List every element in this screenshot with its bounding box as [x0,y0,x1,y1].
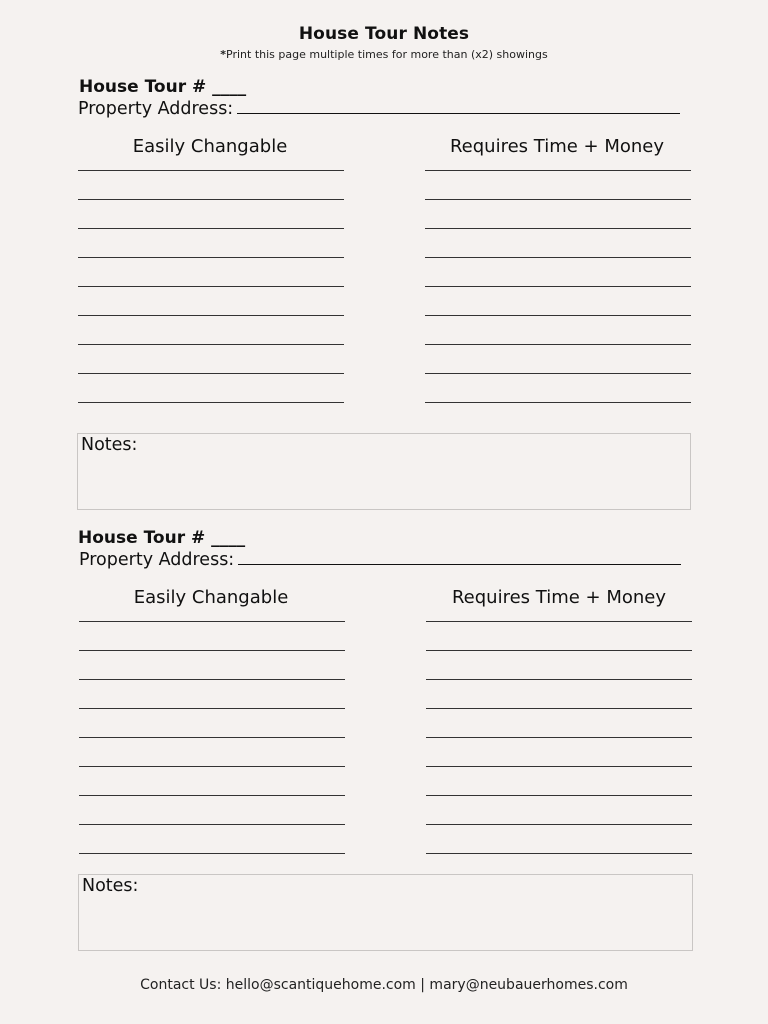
requires-time-money-heading: Requires Time + Money [449,136,665,157]
write-line[interactable] [78,199,344,200]
notes-label: Notes: [81,435,138,455]
write-line[interactable] [78,315,344,316]
write-line[interactable] [425,199,691,200]
easily-changable-lines [78,170,344,431]
subtitle-text: Print this page multiple times for more than (x2) showings [226,48,548,61]
write-line[interactable] [79,766,345,767]
property-address-blank[interactable] [237,98,680,114]
write-line[interactable] [426,650,692,651]
write-line[interactable] [426,766,692,767]
property-address-line [79,549,681,570]
write-line[interactable] [425,402,691,403]
contact-footer: Contact Us: hello@scantiquehome.com | mary@neubauerhomes.com [140,977,628,993]
easily-changable-heading: Easily Changable [132,136,288,157]
write-line[interactable] [79,737,345,738]
write-line[interactable] [425,228,691,229]
tour-section-1 [0,77,768,517]
write-line[interactable] [78,286,344,287]
notes-box[interactable] [77,433,691,510]
write-line[interactable] [79,679,345,680]
write-line[interactable] [79,621,345,622]
write-line[interactable] [79,795,345,796]
page-subtitle [0,48,768,61]
write-line[interactable] [425,257,691,258]
easily-changable-heading: Easily Changable [133,587,289,608]
write-line[interactable] [425,373,691,374]
write-line[interactable] [78,402,344,403]
write-line[interactable] [426,621,692,622]
requires-time-money-lines [426,621,692,882]
property-address-line [78,98,680,119]
easily-changable-lines [79,621,345,882]
write-line[interactable] [79,650,345,651]
write-line[interactable] [78,373,344,374]
property-address-label: Property Address: [78,99,234,119]
notes-box[interactable] [78,874,693,951]
write-line[interactable] [426,708,692,709]
write-line[interactable] [426,737,692,738]
property-address-blank[interactable] [238,549,681,565]
write-line[interactable] [425,344,691,345]
write-line[interactable] [425,315,691,316]
write-line[interactable] [426,853,692,854]
write-line[interactable] [78,170,344,171]
requires-time-money-lines [425,170,691,431]
subtitle-star: * [220,48,227,61]
write-line[interactable] [78,228,344,229]
write-line[interactable] [425,286,691,287]
requires-time-money-heading: Requires Time + Money [451,587,667,608]
tour-number-label: House Tour # ____ [79,77,247,97]
write-line[interactable] [426,824,692,825]
write-line[interactable] [426,679,692,680]
notes-label: Notes: [82,876,139,896]
write-line[interactable] [78,344,344,345]
property-address-label: Property Address: [79,550,235,570]
write-line[interactable] [426,795,692,796]
write-line[interactable] [79,708,345,709]
tour-section-2 [0,528,768,968]
tour-number-label: House Tour # ____ [78,528,246,548]
page-title: House Tour Notes [298,24,470,44]
write-line[interactable] [425,170,691,171]
write-line[interactable] [79,824,345,825]
write-line[interactable] [78,257,344,258]
write-line[interactable] [79,853,345,854]
